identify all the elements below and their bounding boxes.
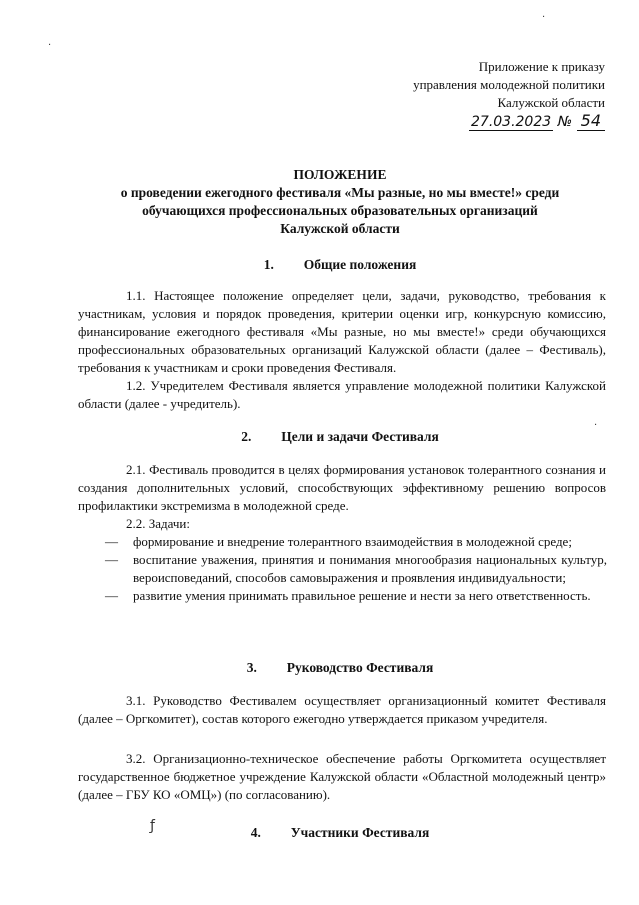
subtitle-line: Калужской области [280, 221, 400, 236]
paragraph-text: 1.2. Учредителем Фестиваля является управление молодежной политики Калужской области (далее - учредитель). [78, 378, 606, 411]
section-title: Руководство Фестиваля [286, 660, 434, 675]
paragraph-text: 2.2. Задачи: [126, 516, 191, 531]
order-date: 27.03.2023 [471, 114, 552, 130]
scan-speck: ƒ [150, 818, 155, 834]
paragraph-2-1 [78, 461, 606, 515]
list-item [105, 587, 607, 605]
paragraph-3-1 [78, 692, 606, 728]
annex-line: Калужской области [497, 95, 605, 110]
document-heading: ПОЛОЖЕНИЕ [293, 167, 387, 182]
order-number: 54 [577, 111, 605, 131]
section-number: 4. [250, 825, 261, 840]
section-number: 3. [246, 660, 257, 675]
paragraph-1-1 [78, 287, 606, 377]
list-item-text: формирование и внедрение толерантного взаимодействия в молодежной среде; [133, 534, 572, 549]
paragraph-text: 2.1. Фестиваль проводится в целях формирования установок толерантного сознания и создания дополнительных условий, способствующих эффективному решению вопросов профилактики экстремизма в молодежной среде. [78, 462, 606, 513]
section-title: Цели и задачи Фестиваля [281, 429, 439, 444]
section-number: 1. [263, 257, 274, 272]
dash-bullet: — [105, 588, 118, 603]
subtitle-line: обучающихся профессиональных образовательных организаций [142, 203, 538, 218]
section-heading-1 [60, 256, 620, 274]
annex-header [413, 58, 605, 131]
scan-speck: · [542, 12, 546, 23]
scan-speck: · [594, 420, 598, 431]
task-list [105, 533, 607, 605]
list-item-text: развитие умения принимать правильное решение и нести за него ответственность. [133, 588, 591, 603]
order-signature [413, 112, 605, 131]
paragraph-text: 1.1. Настоящее положение определяет цели, задачи, руководство, требования к участникам, условия и порядок проведения, критерии оценки игр, конкурсную комиссию, финансирование ежегодного фестиваля «Мы разные, но мы вместе!» среди обучающихся профессиональных образовательных организаций Калужской области (далее – Фестиваль), требования к участникам и сроки проведения Фестиваля. [78, 288, 606, 375]
list-item [105, 533, 607, 551]
annex-line: Приложение к приказу [478, 59, 605, 74]
paragraph-1-2 [78, 377, 606, 413]
document-subtitle [60, 184, 620, 238]
dash-bullet: — [105, 552, 118, 567]
section-heading-4 [60, 824, 620, 842]
order-number-label: № [557, 114, 573, 130]
subtitle-line: о проведении ежегодного фестиваля «Мы разные, но мы вместе!» среди [120, 185, 560, 200]
scan-speck: · [48, 40, 52, 51]
paragraph-text: 3.2. Организационно-техническое обеспечение работы Оргкомитета осуществляет государственное бюджетное учреждение Калужской области «Областной молодежный центр» (далее – ГБУ КО «ОМЦ») (по согласованию). [78, 751, 606, 802]
list-item [105, 551, 607, 587]
dash-bullet: — [105, 534, 118, 549]
section-title: Общие положения [303, 257, 417, 272]
section-number: 2. [241, 429, 252, 444]
annex-line: управления молодежной политики [413, 77, 605, 92]
section-title: Участники Фестиваля [290, 825, 430, 840]
paragraph-3-2 [78, 750, 606, 804]
paragraph-text: 3.1. Руководство Фестивалем осуществляет организационный комитет Фестиваля (далее – Оргкомитет), состав которого ежегодно утверждается приказом учредителя. [78, 693, 606, 726]
section-heading-3 [60, 659, 620, 677]
paragraph-2-2 [78, 515, 606, 533]
section-heading-2 [60, 428, 620, 446]
list-item-text: воспитание уважения, принятия и понимания многообразия национальных культур, вероисповеданий, способов самовыражения и проявления индивидуальности; [133, 552, 607, 585]
